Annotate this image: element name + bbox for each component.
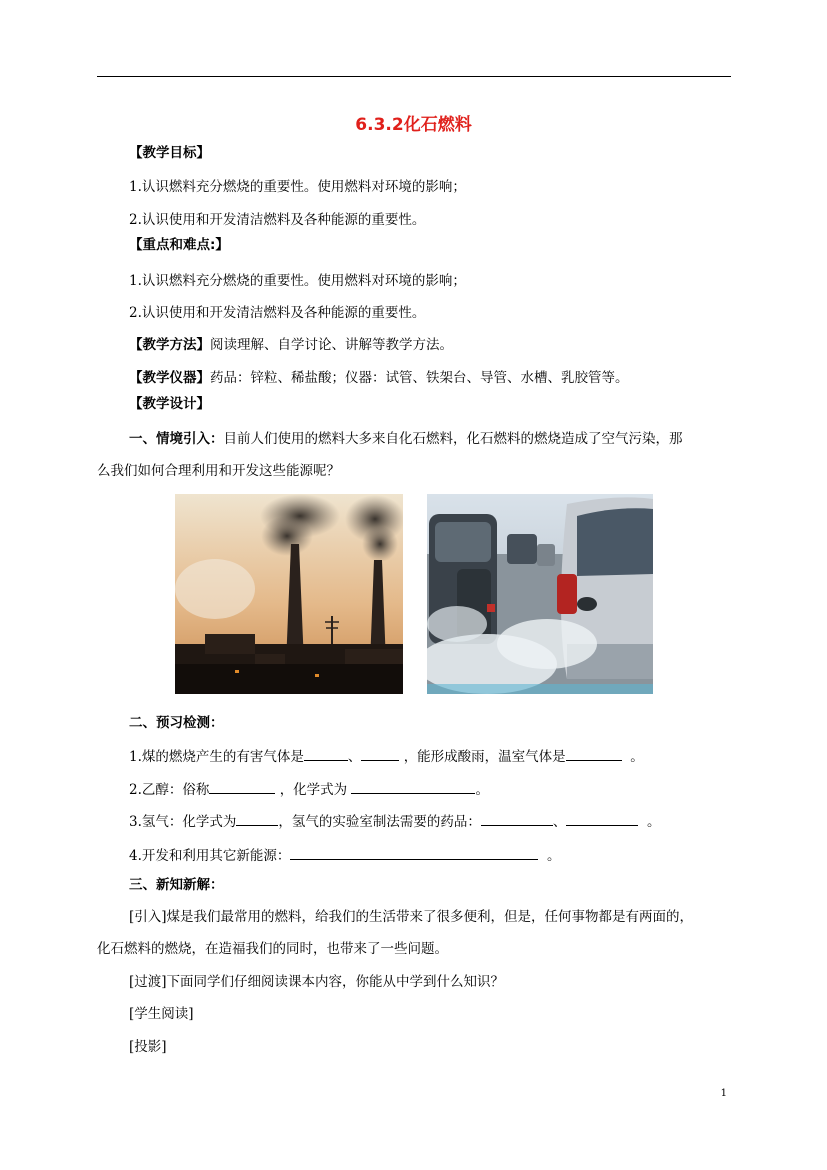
new-knowledge-p1-line1: [引入]煤是我们最常用的燃料，给我们的生活带来了很多便利，但是，任何事物都是有两面的， [129, 909, 694, 925]
smokestacks-image [175, 494, 403, 694]
page-number: 1 [720, 1088, 727, 1099]
new-knowledge-p4: [投影] [129, 1039, 167, 1055]
q1-blank-3[interactable] [566, 746, 622, 761]
q1-text-a: 1.煤的燃烧产生的有害气体是 [129, 749, 304, 765]
methods-line [129, 336, 453, 354]
intro-text-1: 目前人们使用的燃料大多来自化石燃料，化石燃料的燃烧造成了空气污染，那 [223, 431, 683, 447]
equipment-line [129, 369, 629, 387]
intro-line-2: 么我们如何合理利用和开发这些能源呢？ [97, 463, 340, 479]
preview-heading: 二、预习检测： [129, 715, 224, 731]
q3-blank-2[interactable] [481, 811, 553, 826]
goal-item-1: 1.认识燃料充分燃烧的重要性。使用燃料对环境的影响； [129, 179, 466, 195]
goals-heading: 【教学目标】 [129, 145, 210, 161]
q1-text-b: 、 [347, 749, 362, 765]
equipment-text: 药品：锌粒、稀盐酸；仪器：试管、铁架台、导管、水槽、乳胶管等。 [210, 370, 629, 386]
traffic-exhaust-image [427, 494, 653, 694]
methods-heading: 【教学方法】 [129, 337, 210, 353]
key-points-heading: 【重点和难点:】 [129, 237, 229, 253]
q4-text-b: 。 [546, 848, 561, 864]
header-rule [97, 76, 731, 77]
q2-text-b: ，化学式为 [279, 782, 348, 798]
new-knowledge-p3: [学生阅读] [129, 1006, 194, 1022]
q4-text-a: 4.开发和利用其它新能源： [129, 848, 291, 864]
q3-text-b: ，氢气的实验室制法需要的药品： [278, 814, 481, 830]
preview-question-3 [129, 811, 660, 831]
new-knowledge-p1-line2: 化石燃料的燃烧，在造福我们的同时，也带来了一些问题。 [97, 941, 448, 957]
methods-text: 阅读理解、自学讨论、讲解等教学方法。 [210, 337, 453, 353]
q3-blank-3[interactable] [566, 811, 638, 826]
q2-text-c: 。 [475, 782, 489, 798]
q3-text-d: 。 [646, 814, 661, 830]
q3-text-c: 、 [552, 814, 567, 830]
q2-text-a: 2.乙醇：俗称 [129, 782, 210, 798]
q1-text-d: 。 [630, 749, 644, 765]
preview-question-1 [129, 746, 644, 766]
new-knowledge-heading: 三、新知新解： [129, 877, 224, 893]
intro-line-1 [129, 430, 683, 448]
q1-text-c: ，能形成酸雨，温室气体是 [403, 749, 566, 765]
key-point-item-2: 2.认识使用和开发清洁燃料及各种能源的重要性。 [129, 305, 426, 321]
key-point-item-1: 1.认识燃料充分燃烧的重要性。使用燃料对环境的影响； [129, 273, 466, 289]
preview-question-4 [129, 845, 560, 865]
q4-blank-1[interactable] [290, 845, 538, 860]
q3-text-a: 3.氢气：化学式为 [129, 814, 237, 830]
equipment-heading: 【教学仪器】 [129, 370, 210, 386]
goal-item-2: 2.认识使用和开发清洁燃料及各种能源的重要性。 [129, 212, 426, 228]
q2-blank-1[interactable] [209, 779, 275, 794]
q3-blank-1[interactable] [236, 811, 278, 826]
q2-blank-2[interactable] [351, 779, 475, 794]
preview-question-2 [129, 779, 489, 799]
document-title: 6.3.2化石燃料 [355, 115, 472, 135]
design-heading: 【教学设计】 [129, 396, 210, 412]
new-knowledge-p2: [过渡]下面同学们仔细阅读课本内容，你能从中学到什么知识？ [129, 974, 505, 990]
intro-label: 一、情境引入： [129, 431, 224, 447]
q1-blank-1[interactable] [304, 746, 348, 761]
q1-blank-2[interactable] [361, 746, 399, 761]
